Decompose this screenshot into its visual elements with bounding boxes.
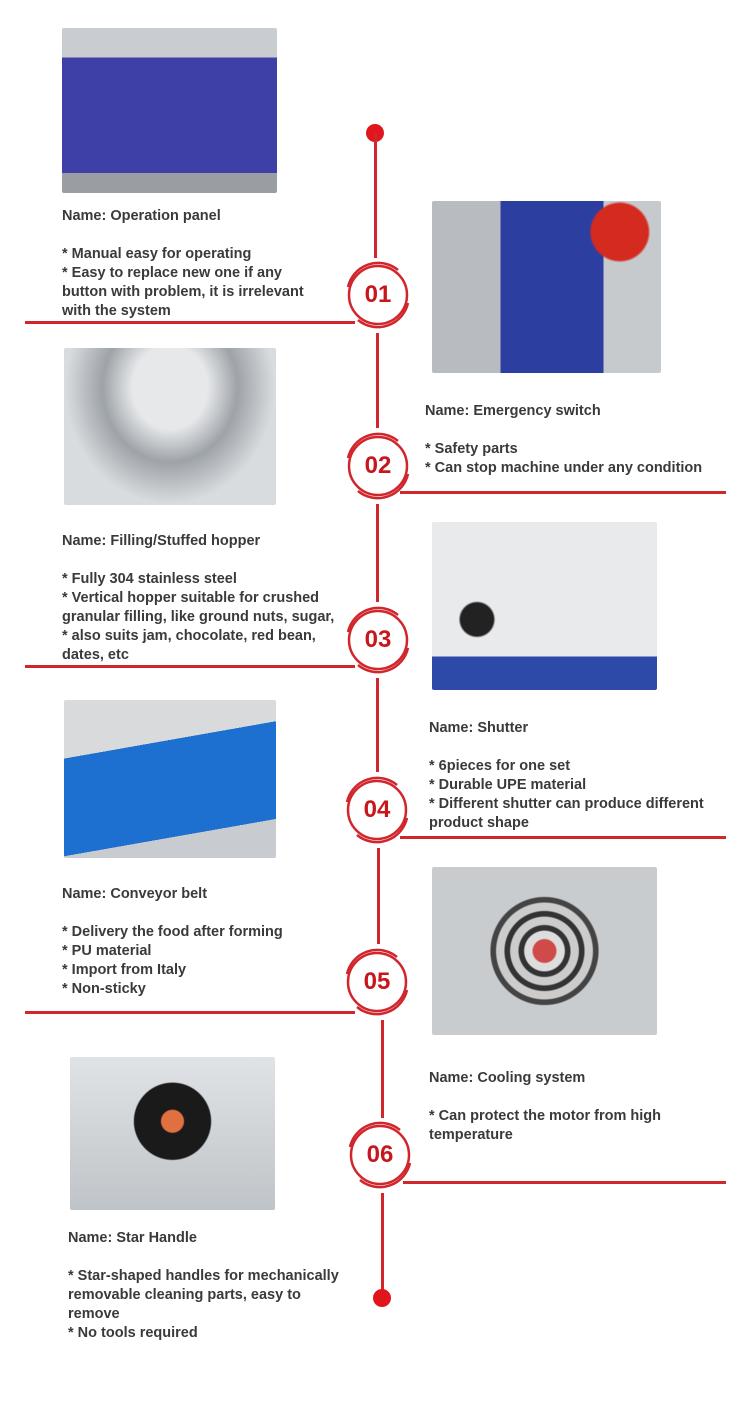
step-number: 04 (363, 796, 391, 823)
feature-title: Name: Star Handle (68, 1230, 197, 1246)
step-number-badge (339, 772, 415, 848)
step-number-badge (342, 1117, 418, 1193)
step-number: 03 (364, 626, 392, 653)
connector-line (403, 1181, 726, 1184)
feature-bullet: * No tools required (68, 1325, 198, 1341)
timeline-line (376, 504, 379, 602)
filling-hopper-photo (64, 348, 276, 505)
feature-title: Name: Conveyor belt (62, 886, 208, 902)
feature-filling-hopper (62, 532, 347, 665)
feature-bullet: * Vertical hopper suitable for crushed granular filling, like ground nuts, sugar, (62, 590, 335, 625)
timeline-line (376, 678, 379, 772)
timeline-line (381, 1193, 384, 1293)
connector-line (400, 836, 726, 839)
step-number: 02 (364, 452, 392, 479)
timeline-line (374, 133, 377, 258)
timeline-line (381, 1020, 384, 1118)
feature-title: Name: Filling/Stuffed hopper (62, 533, 261, 549)
feature-bullet: * Star-shaped handles for mechanically removable cleaning parts, easy to remove (68, 1268, 339, 1322)
cooling-system-photo (432, 867, 657, 1035)
feature-bullet: * Fully 304 stainless steel (62, 571, 237, 587)
conveyor-belt-photo (64, 700, 276, 858)
feature-title: Name: Operation panel (62, 208, 221, 224)
feature-operation-panel (62, 207, 362, 321)
feature-bullet: * Delivery the food after forming (62, 924, 283, 940)
timeline-line (377, 848, 380, 944)
operation-panel-photo (62, 28, 277, 193)
step-number: 01 (364, 281, 392, 308)
timeline-end-dot (373, 1289, 391, 1307)
feature-conveyor-belt (62, 885, 352, 999)
connector-line (25, 321, 355, 324)
feature-bullet: * 6pieces for one set (429, 758, 571, 774)
step-number-badge (340, 428, 416, 504)
feature-shutter (429, 719, 729, 833)
feature-bullet: * Safety parts (425, 441, 518, 457)
step-number: 05 (363, 968, 391, 995)
connector-line (25, 1011, 355, 1014)
timeline-line (376, 333, 379, 428)
feature-cooling-system (429, 1069, 679, 1145)
feature-bullet: * Can stop machine under any condition (425, 460, 703, 476)
emergency-switch-photo (432, 201, 661, 373)
step-number-badge (340, 602, 416, 678)
feature-bullet: * Import from Italy (62, 962, 187, 978)
connector-line (400, 491, 726, 494)
feature-bullet: * Easy to replace new one if any button with problem, it is irrelevant with the system (62, 265, 304, 319)
feature-bullet: * Manual easy for operating (62, 246, 252, 262)
feature-star-handle (68, 1229, 348, 1343)
feature-bullet: * Can protect the motor from high temperature (429, 1108, 661, 1143)
connector-line (25, 665, 355, 668)
feature-bullet: * also suits jam, chocolate, red bean, dates, etc (62, 628, 316, 663)
step-number: 06 (366, 1141, 394, 1168)
feature-title: Name: Cooling system (429, 1070, 586, 1086)
feature-bullet: * Non-sticky (62, 981, 146, 997)
feature-bullet: * Durable UPE material (429, 777, 587, 793)
feature-emergency-switch (425, 402, 725, 478)
shutter-photo (432, 522, 657, 690)
star-handle-photo (70, 1057, 275, 1210)
feature-bullet: * Different shutter can produce different product shape (429, 796, 704, 831)
feature-title: Name: Shutter (429, 720, 529, 736)
feature-title: Name: Emergency switch (425, 403, 601, 419)
feature-bullet: * PU material (62, 943, 152, 959)
